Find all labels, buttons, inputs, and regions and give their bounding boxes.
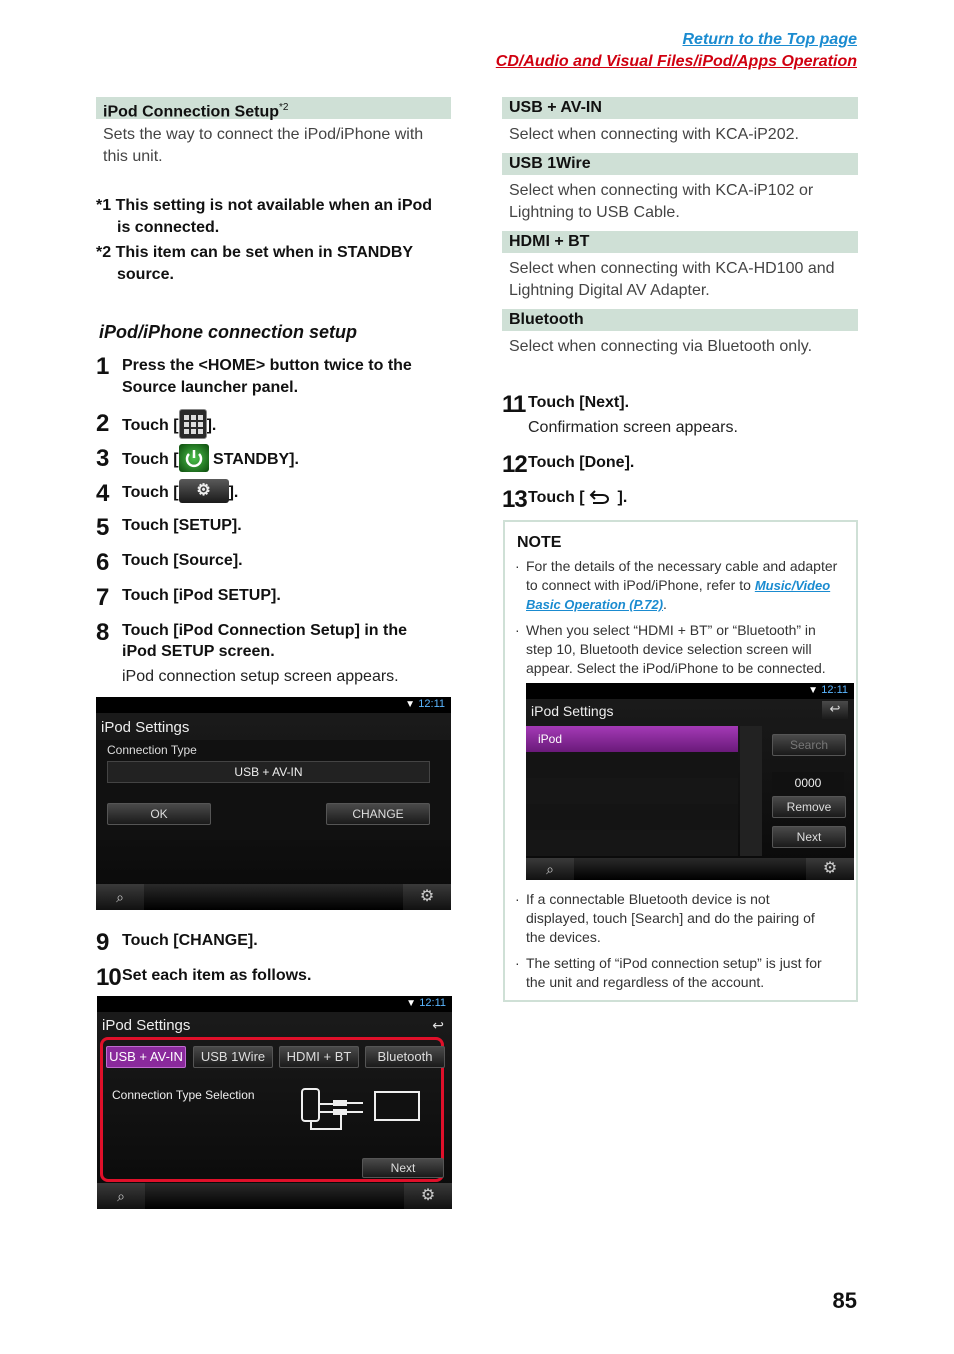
screen-title: iPod Settings — [531, 703, 614, 719]
device-list-item[interactable] — [526, 830, 738, 856]
note-title: NOTE — [517, 534, 562, 551]
option-usb-av-in-desc: Select when connecting with KCA-iP202. — [509, 126, 799, 143]
bottom-bar — [96, 884, 451, 910]
step-number: 2 — [96, 410, 109, 437]
conn-setup-title: iPod Connection Setup — [103, 103, 279, 121]
status-bar — [526, 683, 854, 699]
step-number: 4 — [96, 480, 109, 507]
step-11-sub: Confirmation screen appears. — [528, 419, 738, 436]
note-bullet-3-line3: the devices. — [526, 929, 601, 945]
search-button[interactable]: Search — [772, 734, 846, 756]
ipod-settings-screen-2 — [97, 996, 452, 1209]
option-usb-1wire-header: USB 1Wire — [502, 153, 858, 175]
ipod-settings-screen-3 — [526, 683, 854, 880]
tab-usb-1wire[interactable]: USB 1Wire — [193, 1046, 273, 1068]
settings-gear-icon[interactable]: ⚙ — [806, 858, 854, 880]
note-bullet-4: · The setting of “iPod connection setup” is just for the unit and regardless of the account. — [515, 955, 822, 990]
step-number: 10 — [96, 964, 121, 991]
step-8-sub: iPod connection setup screen appears. — [122, 668, 399, 685]
note-bullet-3: · If a connectable Bluetooth device is not displayed, touch [Search] and do the pairing of the devices. — [515, 891, 815, 945]
note-bullet-3-line2: displayed, touch [Search] and do the pairing of — [526, 910, 815, 926]
note-bullet-4-line2: the unit and regardless of the account. — [526, 974, 765, 990]
conn-setup-desc-1: Sets the way to connect the iPod/iPhone with — [103, 126, 424, 143]
footnote-1a: *1 This setting is not available when an iPod — [96, 197, 433, 214]
option-hdmi-bt-header: HDMI + BT — [502, 231, 858, 253]
clock: 12:11 — [418, 698, 445, 710]
note-bullet-2-line3: appear. Select the iPod/iPhone to be connected. — [526, 660, 826, 676]
step-10-text: Set each item as follows. — [122, 967, 312, 984]
step-7-text: Touch [iPod SETUP]. — [122, 587, 281, 604]
step-number: 8 — [96, 619, 109, 646]
option-usb-av-in-header: USB + AV-IN — [502, 97, 858, 119]
search-device-icon[interactable]: ⌕ — [97, 1183, 145, 1209]
step-2-post: ]. — [206, 417, 217, 435]
step-13-text — [528, 487, 627, 509]
step-number: 6 — [96, 549, 109, 576]
step-9-text: Touch [CHANGE]. — [122, 932, 258, 949]
step-3-pre: Touch [ — [122, 451, 179, 469]
note-bullet-1: · For the details of the necessary cable and adapter to connect with iPod/iPhone, refer to Music/Video Basic Operation (P.72). — [515, 558, 838, 612]
procedure-title: iPod/iPhone connection setup — [99, 322, 358, 342]
tab-bluetooth[interactable]: Bluetooth — [365, 1046, 445, 1068]
option-bluetooth-header: Bluetooth — [502, 309, 858, 331]
settings-gear-icon: ⚙ — [179, 479, 229, 503]
ipod-settings-screen-1 — [96, 697, 451, 910]
step-4-text — [122, 481, 238, 505]
step-13-pre: Touch [ — [528, 489, 585, 506]
connection-diagram-icon — [297, 1084, 427, 1134]
step-8-line1: Touch [iPod Connection Setup] in the — [122, 622, 408, 639]
back-icon[interactable]: ↩ — [822, 701, 848, 719]
footnote-2a: *2 This item can be set when in STANDBY — [96, 244, 414, 261]
device-list-item-selected[interactable]: iPod — [526, 726, 738, 752]
connection-type-selection-label: Connection Type Selection — [112, 1088, 255, 1102]
step-2-pre: Touch [ — [122, 417, 179, 435]
step-3-post: STANDBY]. — [208, 451, 299, 469]
note-bullet-1-line1: For the details of the necessary cable and adapter — [526, 558, 838, 574]
wifi-icon: ▼ — [808, 685, 818, 696]
step-6-text: Touch [Source]. — [122, 552, 243, 569]
note-bullet-1-end: . — [663, 596, 667, 612]
settings-gear-icon[interactable]: ⚙ — [403, 884, 451, 910]
screen-title: iPod Settings — [102, 1017, 191, 1034]
page-number: 85 — [832, 1288, 857, 1313]
step-number: 13 — [502, 486, 527, 513]
step-number: 11 — [502, 391, 526, 418]
note-bullet-2-line1: When you select “HDMI + BT” or “Bluetooth” in — [526, 622, 816, 638]
back-icon[interactable]: ↩ — [432, 1017, 444, 1033]
option-hdmi-bt-desc-2: Lightning Digital AV Adapter. — [509, 282, 710, 299]
conn-setup-header — [96, 97, 451, 119]
status-bar — [97, 996, 452, 1012]
device-list-item[interactable] — [526, 778, 738, 805]
option-bluetooth-desc: Select when connecting via Bluetooth only. — [509, 338, 813, 355]
settings-gear-icon[interactable]: ⚙ — [404, 1183, 452, 1209]
step-13-post: ]. — [617, 489, 628, 506]
section-link[interactable]: CD/Audio and Visual Files/iPod/Apps Operation — [495, 53, 857, 70]
device-list-item[interactable] — [526, 804, 738, 831]
conn-setup-desc-2: this unit. — [103, 148, 163, 165]
remove-button[interactable]: Remove — [772, 796, 846, 818]
step-1-line1: Press the <HOME> button twice to the — [122, 357, 412, 374]
note-bullet-3-line1: If a connectable Bluetooth device is not — [526, 891, 770, 907]
step-8-line2: iPod SETUP screen. — [122, 643, 275, 660]
search-device-icon[interactable]: ⌕ — [96, 884, 144, 910]
next-button[interactable]: Next — [772, 826, 846, 848]
step-12-text: Touch [Done]. — [528, 454, 635, 471]
return-icon — [585, 489, 618, 506]
note-bullet-2: · When you select “HDMI + BT” or “Bluetooth” in step 10, Bluetooth device selection screen will appear. Select the iPod/iPhone to be connected. — [515, 622, 826, 676]
option-usb-1wire-desc-1: Select when connecting with KCA-iP102 or — [509, 182, 814, 199]
bottom-bar — [526, 858, 854, 880]
connection-type-value: USB + AV-IN — [107, 761, 430, 783]
status-bar — [96, 697, 451, 713]
option-usb-1wire-desc-2: Lightning to USB Cable. — [509, 204, 680, 221]
bottom-bar — [97, 1183, 452, 1209]
tab-usb-av-in[interactable]: USB + AV-IN — [106, 1046, 186, 1068]
standby-power-icon — [179, 444, 209, 472]
search-device-icon[interactable]: ⌕ — [526, 858, 574, 880]
step-3-text — [122, 446, 299, 474]
footnote-1b: is connected. — [117, 219, 220, 236]
wifi-icon: ▼ — [406, 998, 416, 1009]
step-4-post: ]. — [228, 484, 239, 502]
tab-hdmi-bt[interactable]: HDMI + BT — [279, 1046, 359, 1068]
top-page-link[interactable]: Return to the Top page — [682, 31, 857, 48]
step-number: 12 — [502, 451, 527, 478]
clock: 12:11 — [821, 684, 848, 696]
ok-button[interactable]: OK — [107, 803, 211, 825]
wifi-icon: ▼ — [405, 699, 415, 710]
clock: 12:11 — [419, 997, 446, 1009]
note-bullet-4-line1: The setting of “iPod connection setup” is just for — [526, 955, 822, 971]
connection-type-label: Connection Type — [107, 743, 197, 757]
step-number: 5 — [96, 514, 109, 541]
step-number: 7 — [96, 584, 109, 611]
scrollbar[interactable] — [740, 726, 762, 856]
option-hdmi-bt-desc-1: Select when connecting with KCA-HD100 and — [509, 260, 835, 277]
pin-code-value[interactable]: 0000 — [772, 772, 844, 794]
step-5-text: Touch [SETUP]. — [122, 517, 242, 534]
note-bullet-1-line2: to connect with iPod/iPhone, refer to — [526, 577, 755, 593]
change-button[interactable]: CHANGE — [326, 803, 430, 825]
music-video-link[interactable]: Music/Video — [754, 578, 831, 593]
footnote-2b: source. — [117, 266, 174, 283]
step-number: 3 — [96, 445, 109, 472]
step-number: 9 — [96, 929, 109, 956]
step-2-text — [122, 411, 216, 441]
conn-setup-sup: *2 — [279, 102, 289, 113]
basic-operation-link[interactable]: Basic Operation (P.72) — [526, 597, 664, 612]
step-4-pre: Touch [ — [122, 484, 179, 502]
step-number: 1 — [96, 353, 109, 380]
note-bullet-2-line2: step 10, Bluetooth device selection screen will — [526, 641, 812, 657]
device-list-item[interactable] — [526, 752, 738, 779]
step-1-line2: Source launcher panel. — [122, 379, 299, 396]
next-button[interactable]: Next — [362, 1158, 444, 1178]
screen-title: iPod Settings — [101, 719, 190, 736]
home-grid-icon — [179, 409, 207, 439]
step-11-text: Touch [Next]. — [528, 394, 630, 411]
